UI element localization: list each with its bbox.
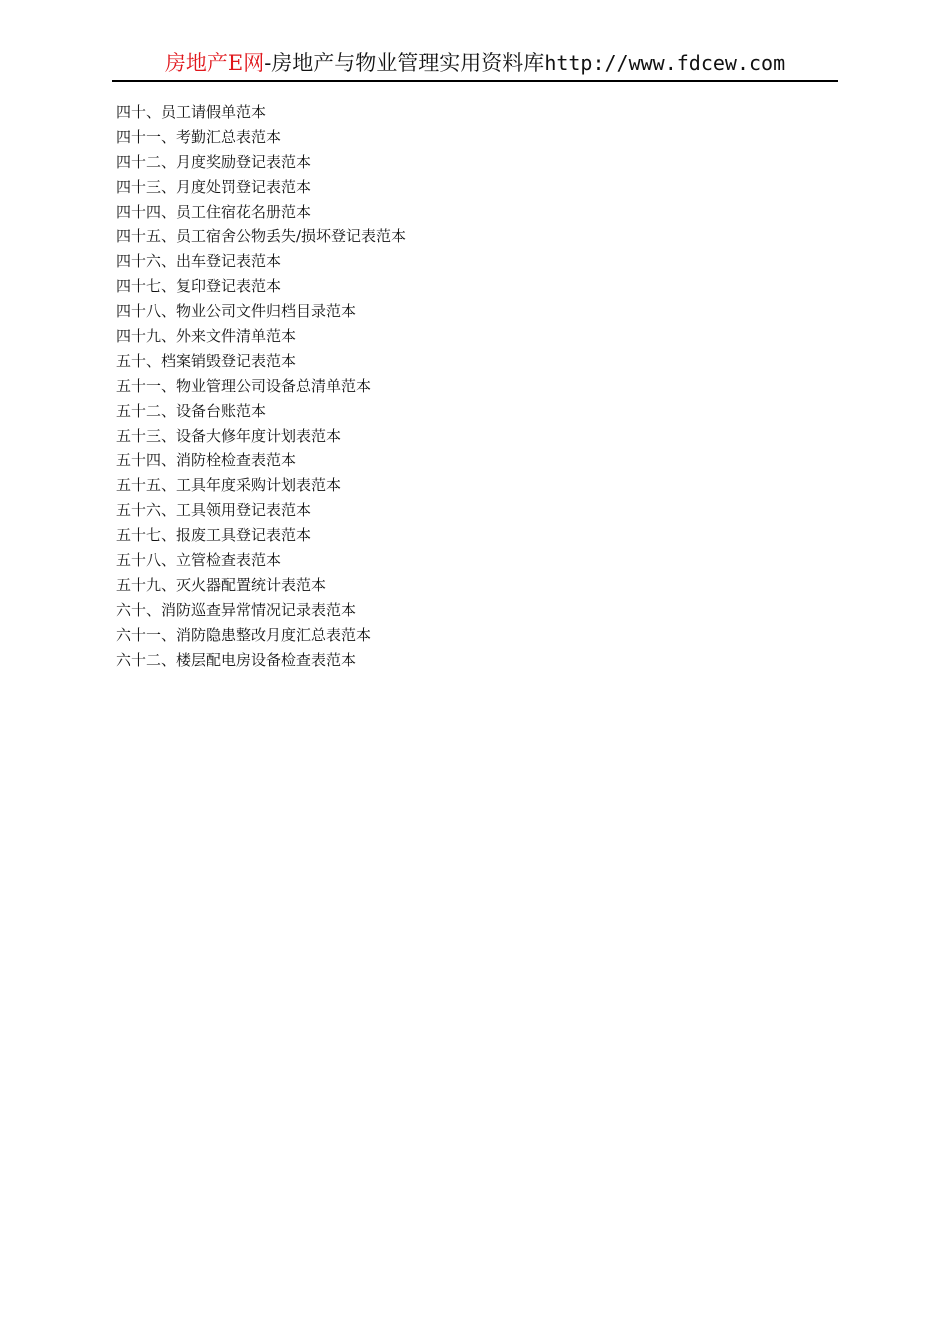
- toc-item: 五十八、立管检查表范本: [116, 551, 282, 570]
- toc-item: 四十七、复印登记表范本: [116, 277, 282, 296]
- header-divider: [112, 80, 838, 82]
- toc-item: 四十、员工请假单范本: [116, 103, 267, 121]
- toc-item: 五十七、报废工具登记表范本: [116, 526, 312, 545]
- toc-item: 五十六、工具领用登记表范本: [116, 501, 312, 520]
- toc-item: 四十五、员工宿舍公物丢失/损坏登记表范本: [116, 227, 407, 246]
- page-header: [112, 48, 838, 78]
- site-tagline: -房地产与物业管理实用资料库: [264, 51, 545, 75]
- toc-item: 四十二、月度奖励登记表范本: [116, 152, 312, 171]
- toc-item: 六十、消防巡查异常情况记录表范本: [116, 600, 357, 619]
- toc-item: 六十一、消防隐患整改月度汇总表范本: [116, 625, 372, 644]
- site-url[interactable]: http://www.fdcew.com: [544, 51, 786, 75]
- toc-item: 五十一、物业管理公司设备总清单范本: [116, 376, 372, 395]
- toc-item: 五十五、工具年度采购计划表范本: [116, 476, 342, 495]
- toc-item: 四十九、外来文件清单范本: [116, 327, 297, 346]
- toc-item: 五十三、设备大修年度计划表范本: [116, 426, 342, 445]
- toc-item: 六十二、楼层配电房设备检查表范本: [116, 650, 357, 669]
- toc-item: 四十三、月度处罚登记表范本: [116, 177, 312, 196]
- toc-item: 四十八、物业公司文件归档目录范本: [116, 302, 357, 321]
- toc-item: 四十六、出车登记表范本: [116, 252, 282, 271]
- site-name: 房地产E网: [164, 51, 265, 75]
- toc-item: 四十一、考勤汇总表范本: [116, 127, 282, 146]
- toc-item: 四十四、员工住宿花名册范本: [116, 202, 312, 221]
- table-of-contents: [116, 100, 406, 672]
- toc-item: 五十、档案销毁登记表范本: [116, 351, 297, 370]
- toc-item: 五十四、消防栓检查表范本: [116, 451, 297, 470]
- toc-item: 五十九、灭火器配置统计表范本: [116, 575, 327, 594]
- toc-item: 五十二、设备台账范本: [116, 401, 267, 420]
